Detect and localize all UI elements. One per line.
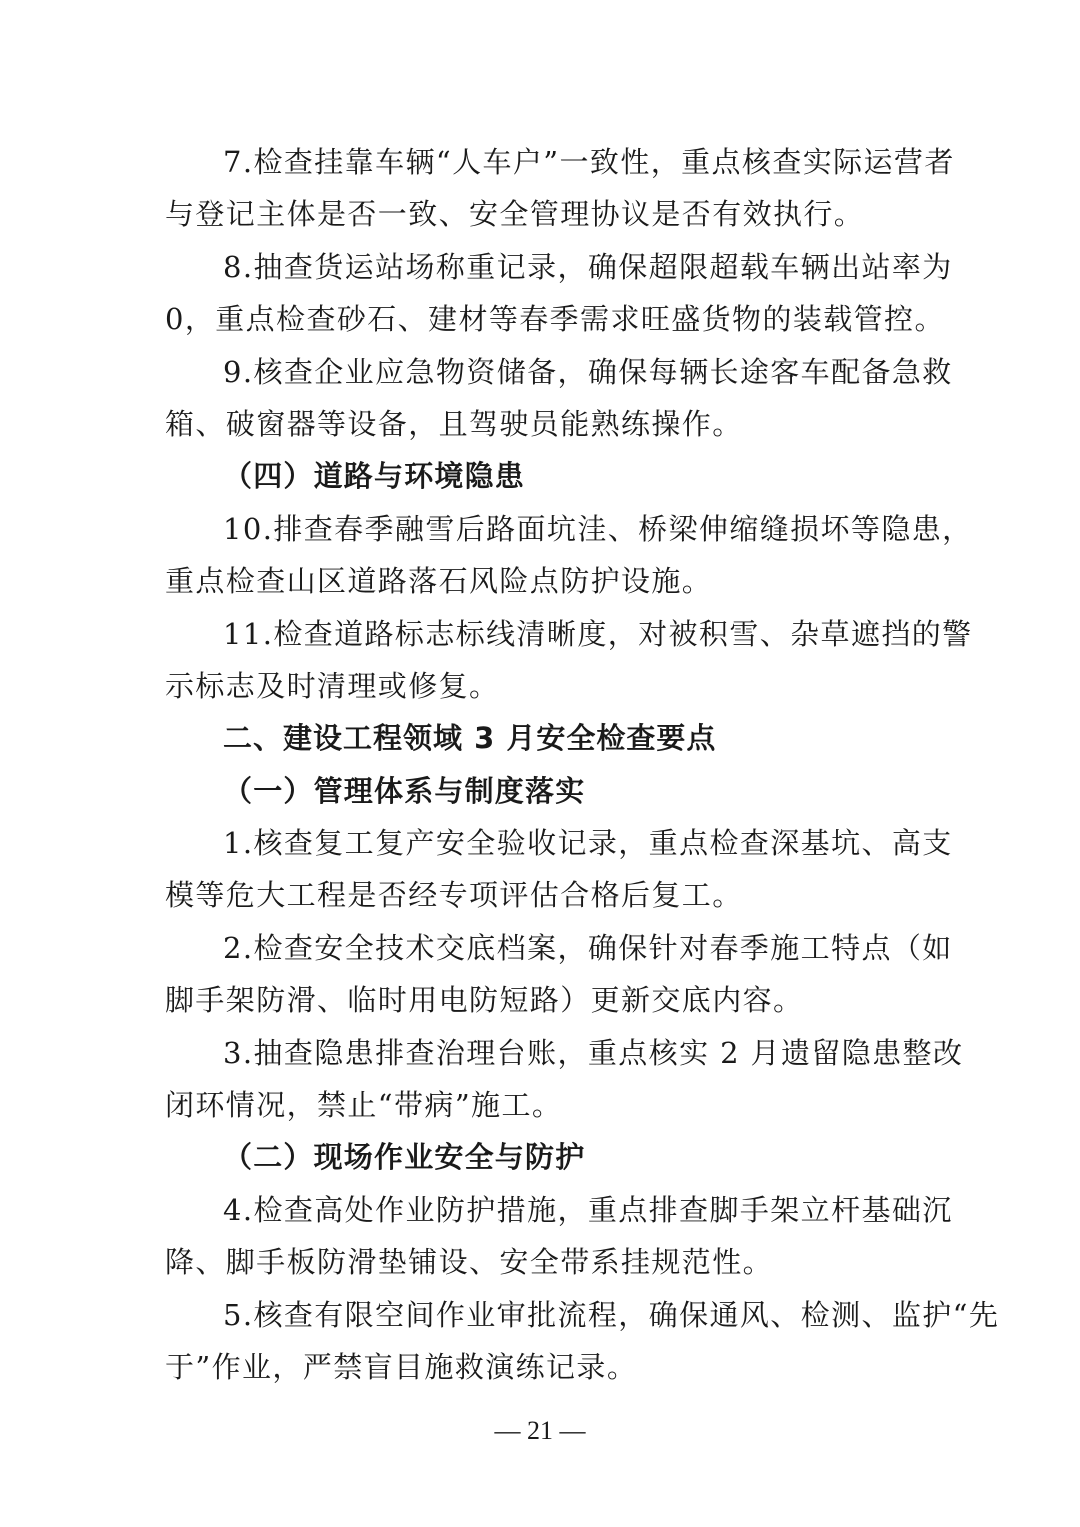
subheading-site-safety: （二）现场作业安全与防护: [223, 1140, 586, 1175]
item-11-line-2: 示标志及时清理或修复。: [165, 668, 500, 703]
subheading-management-system: （一）管理体系与制度落实: [223, 773, 586, 808]
item-c3-line-1: 3.抽查隐患排查治理台账，重点核实 2 月遗留隐患整改: [223, 1035, 964, 1070]
item-c4-line-1: 4.检查高处作业防护措施，重点排查脚手架立杆基础沉: [223, 1192, 953, 1227]
item-c3-line-2: 闭环情况，禁止“带病”施工。: [165, 1088, 563, 1123]
item-10-line-2: 重点检查山区道路落石风险点防护设施。: [165, 564, 713, 599]
subheading-road-environment: （四）道路与环境隐患: [223, 459, 526, 494]
item-c5-line-2: 于”作业，严禁盲目施救演练记录。: [165, 1349, 638, 1384]
page-number: — 21 —: [494, 1416, 586, 1445]
item-10-line-1: 10.排查春季融雪后路面坑洼、桥梁伸缩缝损坏等隐患，: [223, 511, 973, 546]
item-c2-line-1: 2.检查安全技术交底档案，确保针对春季施工特点（如: [223, 930, 953, 965]
item-c2-line-2: 脚手架防滑、临时用电防短路）更新交底内容。: [165, 983, 804, 1018]
item-c1-line-1: 1.核查复工复产安全验收记录，重点检查深基坑、高支: [223, 826, 953, 861]
section-heading-construction: 二、建设工程领域 3 月安全检查要点: [223, 721, 717, 756]
item-7-line-1: 7.检查挂靠车辆“人车户”一致性，重点核查实际运营者: [223, 145, 955, 179]
item-8-line-1: 8.抽查货运站场称重记录，确保超限超载车辆出站率为: [223, 249, 953, 284]
item-c4-line-2: 降、脚手板防滑垫铺设、安全带系挂规范性。: [165, 1245, 774, 1280]
item-c5-line-1: 5.核查有限空间作业审批流程，确保通风、检测、监护“先: [223, 1297, 1000, 1332]
item-9-line-2: 箱、破窗器等设备，且驾驶员能熟练操作。: [165, 406, 743, 441]
item-c1-line-2: 模等危大工程是否经专项评估合格后复工。: [165, 878, 743, 913]
document-body: [165, 136, 1000, 1393]
item-8-line-2: 0，重点检查砂石、建材等春季需求旺盛货物的装载管控。: [165, 302, 945, 337]
item-9-line-1: 9.核查企业应急物资储备，确保每辆长途客车配备急救: [223, 354, 953, 389]
item-7-line-2: 与登记主体是否一致、安全管理协议是否有效执行。: [165, 197, 865, 232]
item-11-line-1: 11.检查道路标志标线清晰度，对被积雪、杂草遮挡的警: [223, 616, 973, 651]
